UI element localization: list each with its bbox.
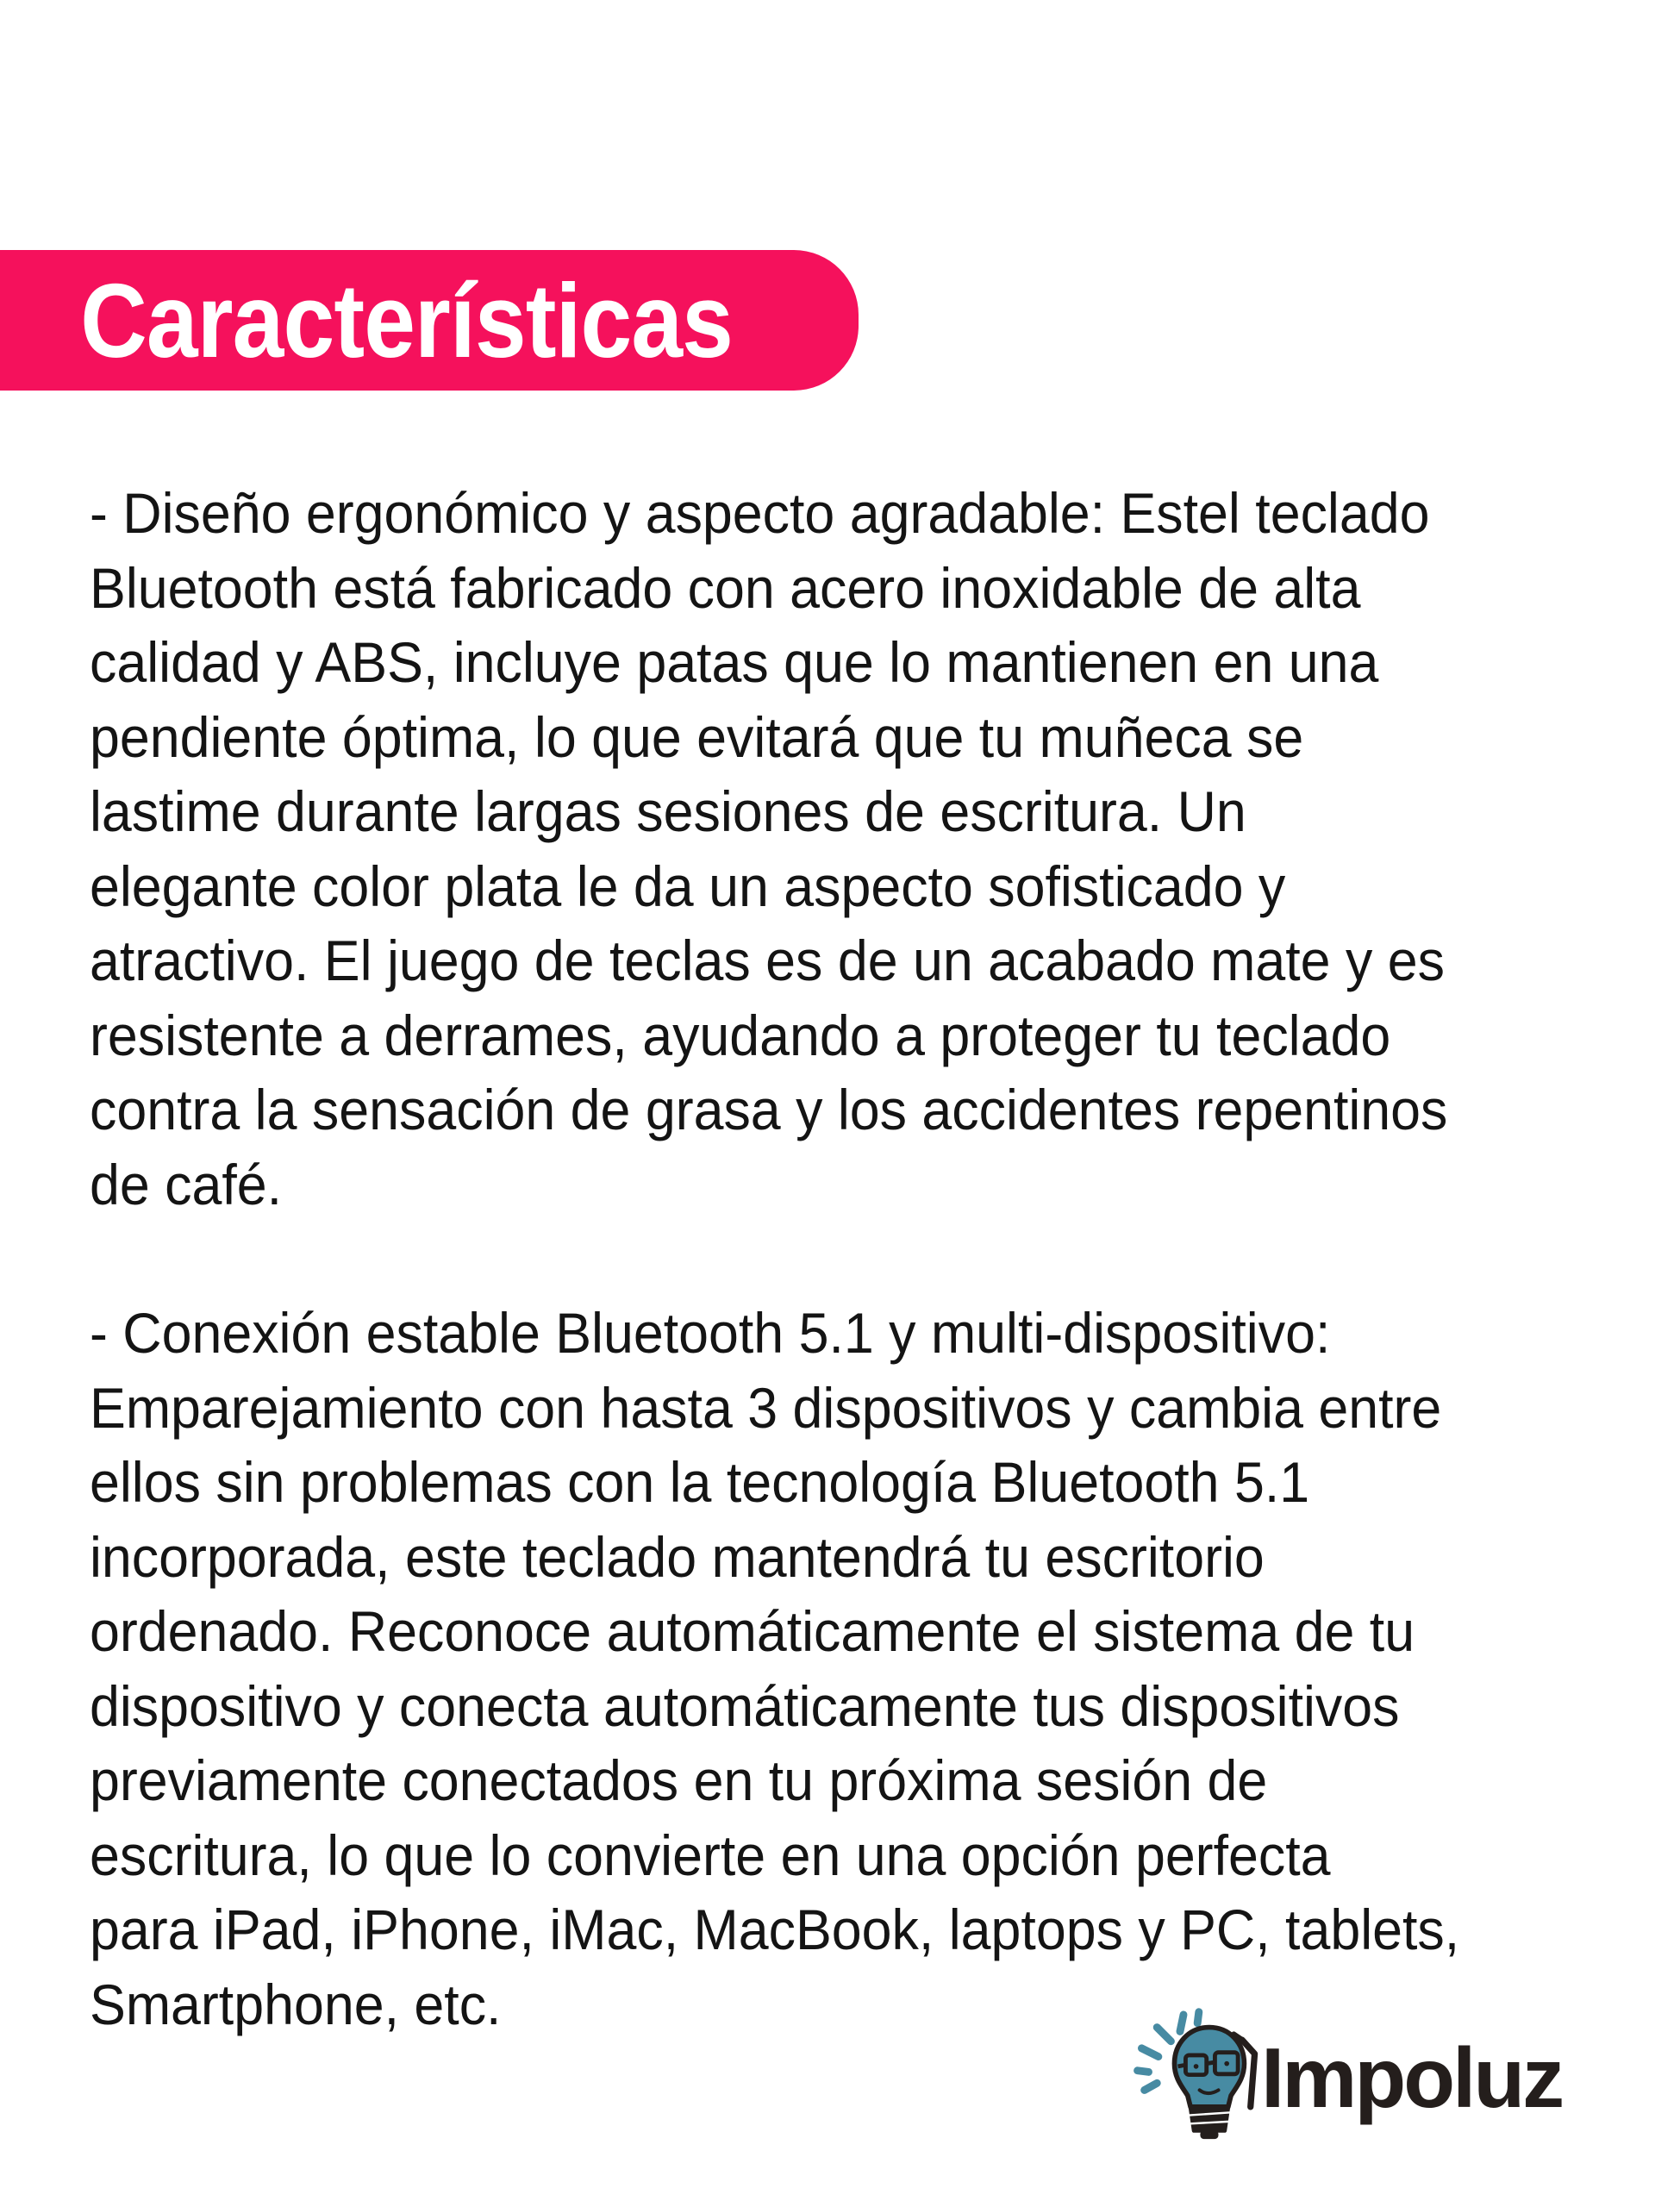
paragraph-line: para iPad, iPhone, iMac, MacBook, laptops y PC, tablets, [90, 1898, 1460, 1961]
paragraph-line: ordenado. Reconoce automáticamente el sistema de tu [90, 1599, 1415, 1663]
description-text [90, 476, 1564, 2041]
paragraph-line: de café. [90, 1152, 283, 1216]
paragraph-line: calidad y ABS, incluye patas que lo mantienen en una [90, 630, 1379, 694]
paragraph-line: escritura, lo que lo convierte en una opción perfecta [90, 1822, 1331, 1887]
brand-logo [1125, 1991, 1562, 2155]
paragraph-line: ellos sin problemas con la tecnología Bluetooth 5.1 [90, 1450, 1310, 1514]
paragraph-line: contra la sensación de grasa y los accidentes repentinos [90, 1078, 1448, 1141]
paragraph-line: dispositivo y conecta automáticamente tus dispositivos [90, 1673, 1400, 1738]
paragraph-line: pendiente óptima, lo que evitará que tu muñeca se [90, 704, 1304, 769]
paragraph-line: incorporada, este teclado mantendrá tu escritorio [90, 1524, 1265, 1589]
paragraph-line: previamente conectados en tu próxima sesión de [90, 1748, 1268, 1812]
paragraph-line: Emparejamiento con hasta 3 dispositivos y cambia entre [90, 1375, 1442, 1440]
paragraph-line: - Diseño ergonómico y aspecto agradable: Estel teclado [90, 481, 1430, 545]
paragraph-line: lastime durante largas sesiones de escritura. Un [90, 779, 1246, 843]
section-header-badge [0, 250, 859, 391]
lightbulb-character-icon [1125, 1996, 1271, 2151]
feature-paragraph-bluetooth [90, 1296, 1564, 2041]
paragraph-line: - Conexión estable Bluetooth 5.1 y multi-dispositivo: [90, 1301, 1331, 1365]
paragraph-line: Smartphone, etc. [90, 1972, 502, 2036]
brand-name: Impoluz [1261, 2029, 1563, 2125]
paragraph-line: elegante color plata le da un aspecto sofisticado y [90, 853, 1286, 918]
paragraph-line: resistente a derrames, ayudando a proteger tu teclado [90, 1003, 1391, 1067]
paragraph-line: atractivo. El juego de teclas es de un acabado mate y es [90, 928, 1445, 992]
feature-paragraph-design [90, 476, 1564, 1222]
paragraph-line: Bluetooth está fabricado con acero inoxidable de alta [90, 555, 1361, 620]
section-title: Características [80, 261, 734, 379]
